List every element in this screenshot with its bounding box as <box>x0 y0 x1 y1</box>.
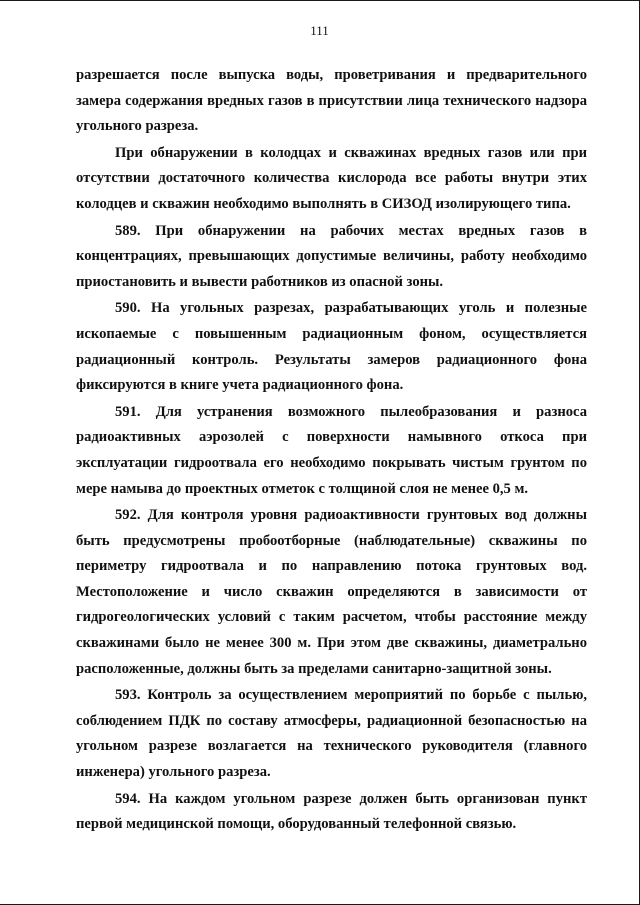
paragraph-gas-detection: При обнаружении в колодцах и скважинах вредных газов или при отсутствии достаточного количества кислорода все работы внутри этих колодцев и скважин необходимо выполнять в СИЗОД изолирующего типа. <box>76 144 587 212</box>
paragraph-continuation: разрешается после выпуска воды, проветривания и предварительного замера содержания вредных газов в присутствии лица технического надзора угольного разреза. <box>76 67 587 135</box>
document-body <box>76 63 587 838</box>
paragraph-592: 592. Для контроля уровня радиоактивности грунтовых вод должны быть предусмотрены пробоотборные (наблюдательные) скважины по периметру гидроотвала и по направлению потока грунтовых вод. Местоположение и число скважин определяются в зависимости от гидрогеологических условий с таким расчетом, чтобы расстояние между скважинами было не менее 300 м. При этом две скважины, диаметрально расположенные, должны быть за пределами санитарно-защитной зоны. <box>76 507 587 677</box>
page-number: 111 <box>310 23 329 38</box>
paragraph-593: 593. Контроль за осуществлением мероприятий по борьбе с пылью, соблюдением ПДК по составу атмосферы, радиационной безопасностью на угольном разрезе возлагается на технического руководителя (главного инженера) угольного разреза. <box>76 687 587 781</box>
paragraph-594: 594. На каждом угольном разрезе должен быть организован пункт первой медицинской помощи, оборудованный телефонной связью. <box>76 790 587 833</box>
paragraph-589: 589. При обнаружении на рабочих местах вредных газов в концентрациях, превышающих допустимые величины, работу необходимо приостановить и вывести работников из опасной зоны. <box>76 222 587 290</box>
paragraph-590: 590. На угольных разрезах, разрабатывающих уголь и полезные ископаемые с повышенным радиационным фоном, осуществляется радиационный контроль. Результаты замеров радиационного фона фиксируются в книге учета радиационного фона. <box>76 300 587 394</box>
paragraph-591: 591. Для устранения возможного пылеобразования и разноса радиоактивных аэрозолей с поверхности намывного откоса при эксплуатации гидроотвала его необходимо покрывать чистым грунтом по мере намыва до проектных отметок с толщиной слоя не менее 0,5 м. <box>76 403 587 497</box>
